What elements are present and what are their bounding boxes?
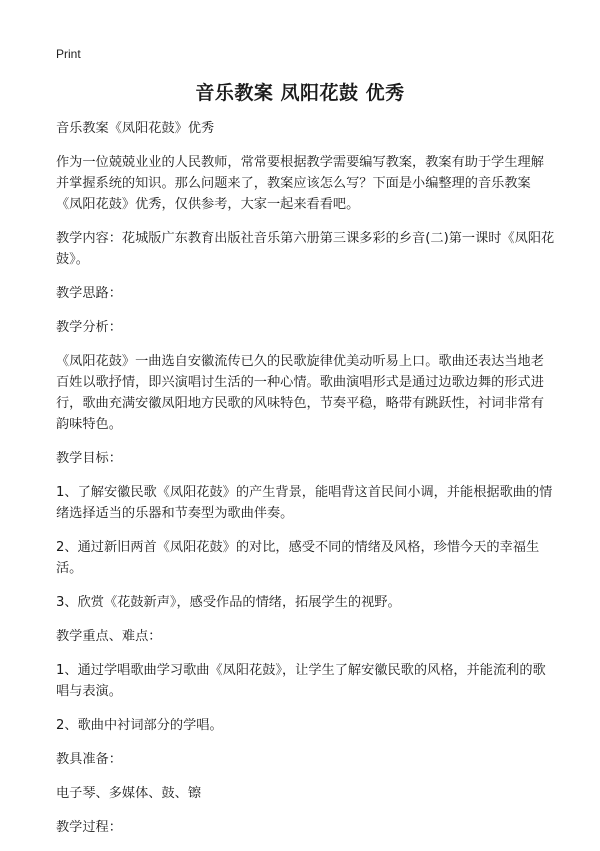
paragraph-intro: 作为一位兢兢业业的人民教师，常常要根据教学需要编写教案，教案有助于学生理解并掌握系统的知识。那么问题来了，教案应该怎么写？下面是小编整理的音乐教案《凤阳花鼓》优秀，仅供参考，大家一起来看看吧。 xyxy=(56,155,544,212)
document-body xyxy=(56,118,556,851)
paragraph-teaching-aids: 电子琴、多媒体、鼓、镲 xyxy=(56,786,202,801)
paragraph-teaching-content: 教学内容：花城版广东教育出版社音乐第六册第三课多彩的乡音(二)第一课时《凤阳花鼓》。 xyxy=(56,231,555,267)
paragraph-key-point-2: 2、歌曲中衬词部分的学唱。 xyxy=(56,718,223,733)
heading-teaching-analysis: 教学分析： xyxy=(56,320,122,335)
paragraph-analysis: 《凤阳花鼓》一曲选自安徽流传已久的民歌旋律优美动听易上口。歌曲还表达当地老百姓以歌抒情，即兴演唱讨生活的一种心情。歌曲演唱形式是通过边歌边舞的形式进行，歌曲充满安徽凤阳地方民歌的风味特色，节奏平稳，略带有跳跃性，衬词非常有韵味特色。 xyxy=(56,354,544,432)
heading-teaching-aids: 教具准备： xyxy=(56,752,122,767)
paragraph-key-point-1: 1、通过学唱歌曲学习歌曲《凤阳花鼓》，让学生了解安徽民歌的风格，并能流利的歌唱与表演。 xyxy=(56,663,546,699)
heading-teaching-goals: 教学目标： xyxy=(56,451,122,466)
paragraph-goal-2: 2、通过新旧两首《凤阳花鼓》的对比，感受不同的情绪及风格，珍惜今天的幸福生活。 xyxy=(56,540,540,576)
heading-teaching-approach: 教学思路： xyxy=(56,286,122,301)
paragraph-goal-1: 1、了解安徽民歌《凤阳花鼓》的产生背景，能唱背这首民间小调，并能根据歌曲的情绪选择适当的乐器和节奏型为歌曲伴奏。 xyxy=(56,485,553,521)
paragraph-subtitle: 音乐教案《凤阳花鼓》优秀 xyxy=(56,121,215,136)
print-label[interactable]: Print xyxy=(56,47,81,61)
document-title: 音乐教案 凤阳花鼓 优秀 xyxy=(195,82,405,104)
heading-teaching-process: 教学过程： xyxy=(56,820,122,835)
heading-key-points: 教学重点、难点： xyxy=(56,629,162,644)
paragraph-goal-3: 3、欣赏《花鼓新声》，感受作品的情绪，拓展学生的视野。 xyxy=(56,595,401,610)
